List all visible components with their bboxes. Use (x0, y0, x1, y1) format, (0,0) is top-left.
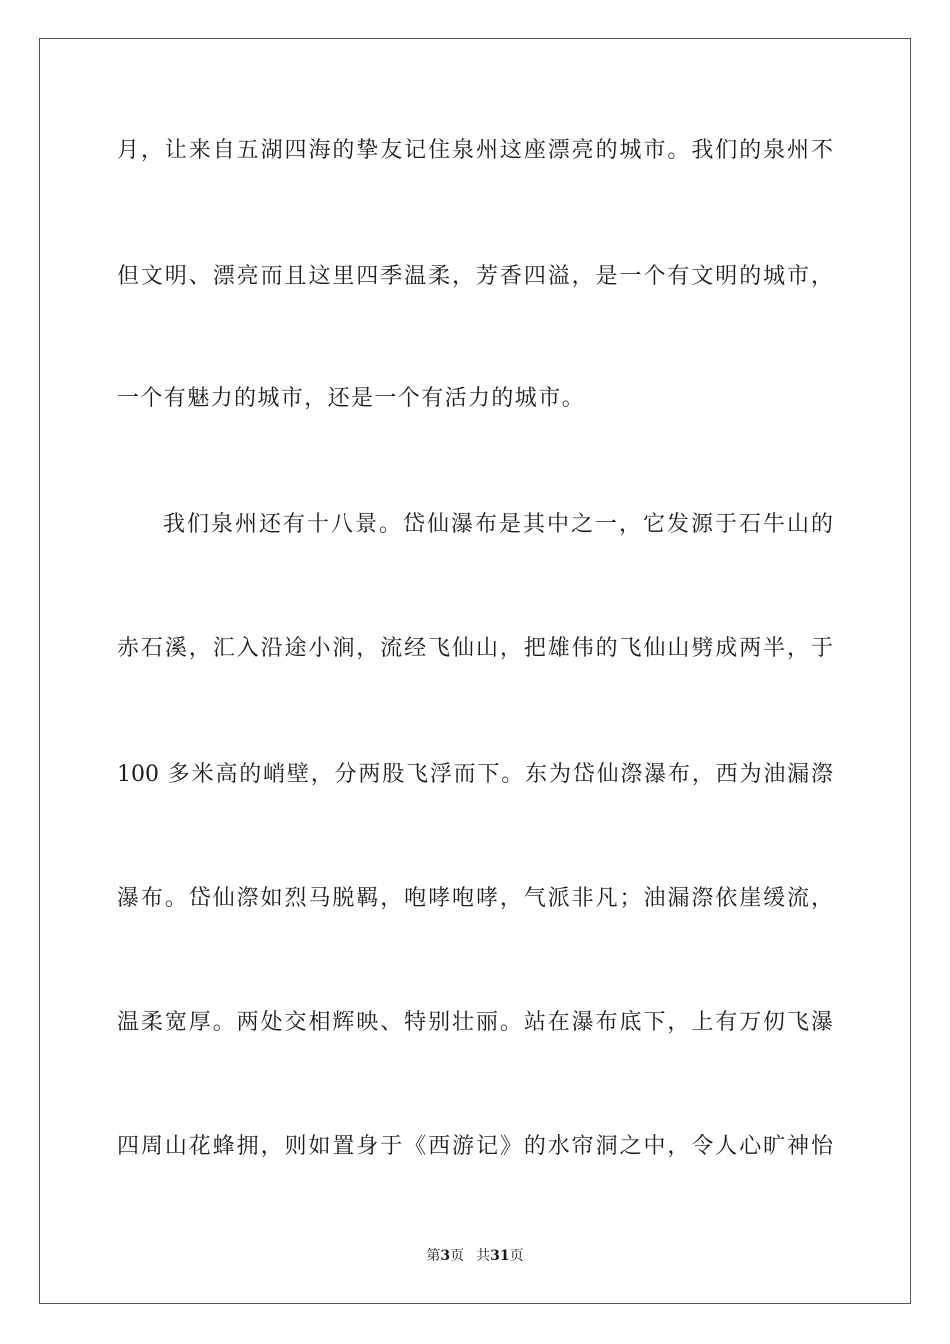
paragraph-first-line: 我们泉州还有十八景。岱仙瀑布是其中之一，它发源于石牛山的 (163, 512, 833, 537)
text-line: 一个有魅力的城市，还是一个有活力的城市。 (117, 386, 586, 411)
page-suffix: 页 (450, 1248, 465, 1264)
total-pages: 31 (490, 1248, 510, 1264)
page-number: 3 (440, 1248, 451, 1264)
text-line: 瀑布。岱仙漈如烈马脱羁，咆哮咆哮，气派非凡；油漏漈依崖缓流， (117, 886, 833, 911)
text-line: 100 多米高的峭壁，分两股飞浮而下。东为岱仙漈瀑布，西为油漏漈 (117, 762, 833, 787)
text-line: 赤石溪，汇入沿途小涧，流经飞仙山，把雄伟的飞仙山劈成两半，于 (117, 636, 833, 661)
page-border (39, 38, 911, 1304)
text-line: 温柔宽厚。两处交相辉映、特别壮丽。站在瀑布底下，上有万仞飞瀑 (117, 1010, 833, 1035)
total-prefix: 共 (476, 1248, 491, 1264)
total-suffix: 页 (509, 1248, 524, 1264)
page-prefix: 第 (426, 1248, 441, 1264)
text-line: 但文明、漂亮而且这里四季温柔，芳香四溢，是一个有文明的城市， (117, 264, 833, 289)
text-line: 月，让来自五湖四海的挚友记住泉州这座漂亮的城市。我们的泉州不 (117, 138, 833, 163)
text-line: 四周山花蜂拥，则如置身于《西游记》的水帘洞之中，令人心旷神怡 (117, 1134, 833, 1159)
page-footer (0, 1247, 950, 1265)
